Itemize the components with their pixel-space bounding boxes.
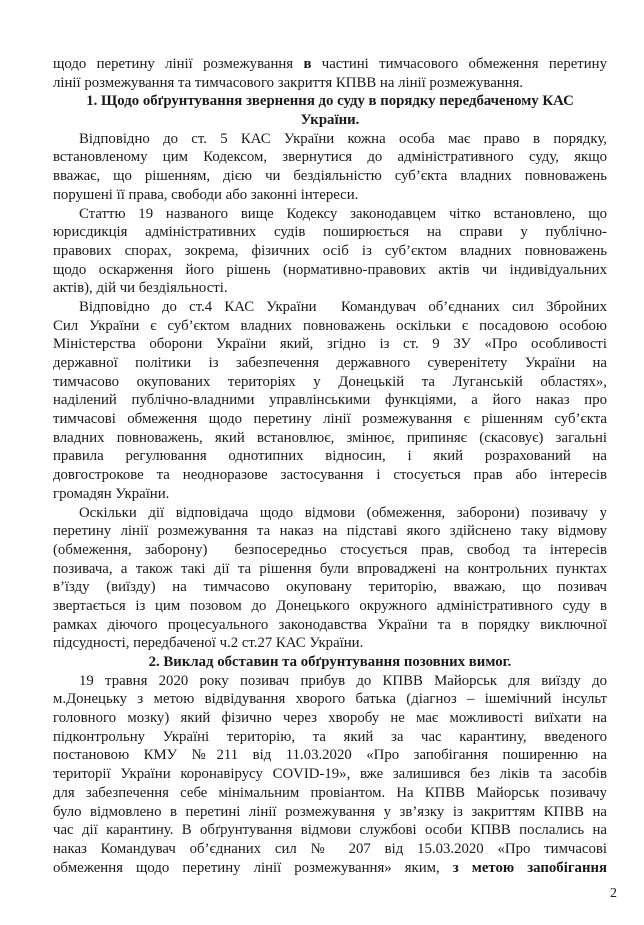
text-line <box>53 597 607 616</box>
text-line <box>53 167 607 186</box>
text-line <box>53 466 607 485</box>
text-line <box>53 821 607 840</box>
text-segment: рамках діючого процесуального законодавства України та в порядку виключної <box>53 616 607 633</box>
text-segment: постановою КМУ №211 від 11.03.2020 «Про запобігання поширенню на <box>53 747 607 764</box>
text-segment: 2. Виклад обставин та обґрунтування позовних вимог. <box>148 654 512 670</box>
text-line <box>53 317 607 336</box>
text-line <box>53 74 607 93</box>
text-line <box>53 578 607 597</box>
text-line <box>53 616 607 635</box>
text-line <box>53 130 607 149</box>
text-line <box>53 223 607 242</box>
text-line <box>53 447 607 466</box>
text-segment: владних повноважень, який встановлює, змінює, припиняє (скасовує) загальні <box>53 429 607 446</box>
heading-line <box>53 92 607 111</box>
text-line <box>53 746 607 765</box>
text-segment: вважає, що рішенням, дією чи бездіяльністю суб’єкта владних повноважень <box>53 168 607 185</box>
text-segment: обмеження щодо перетину лінії розмежування» яким, <box>53 859 453 876</box>
text-line <box>53 410 607 429</box>
bold-text-segment: в <box>303 56 312 72</box>
text-segment: в’їзду (виїзду) на тимчасово окуповану територію, вважаю, що позивач <box>53 579 607 596</box>
text-segment: Сил України є суб’єктом владних повноважень оскільки є посадовою особою <box>53 317 607 334</box>
text-line <box>53 148 607 167</box>
text-segment: щодо оскарження його рішень (нормативно-правових актів чи індивідуальних <box>53 261 607 278</box>
text-segment: Відповідно до ст. 5 КАС України кожна особа має право в порядку, <box>79 130 607 147</box>
text-line <box>53 765 607 784</box>
page-number: 2 <box>610 886 617 901</box>
text-line <box>53 522 607 541</box>
text-segment: лінії розмежування та тимчасового закриття КПВВ на лінії розмежування. <box>53 74 524 91</box>
text-segment: головного мозку) який фізично через хворобу не має можливості виїхати на <box>53 710 607 727</box>
text-segment: звертається із цим позовом до Донецького окружного адміністративного суду в <box>53 597 607 614</box>
text-segment: громадян України. <box>53 485 170 502</box>
text-line <box>53 55 607 74</box>
text-segment: час дії карантину. В обґрунтування відмови службові особи КПВВ послались на <box>53 822 607 839</box>
text-line <box>53 784 607 803</box>
text-segment: підсудності, передбаченої ч.2 ст.27 КАС України. <box>53 635 364 652</box>
text-line <box>53 485 607 504</box>
text-line <box>53 504 607 523</box>
bold-text-segment: з метою запобігання <box>452 859 607 876</box>
text-line <box>53 335 607 354</box>
text-segment: м.Донецьку з метою відвідування хворого батька (діагноз – ішемічний інсульт <box>53 691 607 708</box>
text-line <box>53 205 607 224</box>
text-segment: довгострокове та неодноразове застосування і стосується прав або інтересів <box>53 467 607 484</box>
text-segment: території України коронавірусу COVID-19», вже залишився без ліків та засобів <box>53 766 607 783</box>
text-line <box>53 541 607 560</box>
text-line <box>53 560 607 579</box>
text-line <box>53 261 607 280</box>
text-line <box>53 690 607 709</box>
text-segment: порушені її права, свободи або законні інтереси. <box>53 186 359 203</box>
text-segment: тимчасово окупованих територіях у Донецькій та Луганській областях», <box>53 373 607 390</box>
text-segment: державної політики із забезпечення державного суверенітету України на <box>53 355 607 371</box>
text-line <box>53 709 607 728</box>
text-segment: актів), дій чи бездіяльності. <box>53 280 228 297</box>
text-line <box>53 672 607 691</box>
heading-line <box>53 111 607 130</box>
text-segment: щодо перетину лінії розмежування <box>53 56 304 72</box>
text-segment: Міністерства оборони України який, згідно із ст. 9 ЗУ «Про особливості <box>53 336 607 353</box>
text-segment: наказ Командувач об’єднаних сил № 207 від 15.03.2020 «Про тимчасові <box>53 840 607 857</box>
text-line <box>53 298 607 317</box>
text-segment: 19 травня 2020 року позивач прибув до КПВВ Майорськ для виїзду до <box>79 672 607 689</box>
text-line <box>53 186 607 205</box>
text-line <box>53 634 607 653</box>
text-line <box>53 803 607 822</box>
text-line <box>53 279 607 298</box>
text-segment: було відмовлено в перетині лінії розмежування у зв’язку із закриттям КПВВ на <box>53 803 607 820</box>
text-line <box>53 354 607 373</box>
text-segment: правила регулювання однотипних відносин, і який розрахований на <box>53 448 607 465</box>
text-segment: Статтю 19 названого вище Кодексу законодавцем чітко встановлено, що <box>79 205 607 222</box>
text-line <box>53 391 607 410</box>
document-text-block <box>53 55 607 877</box>
text-segment: перетину лінії розмежування та наказ на підставі якого здійснено таку відмову <box>53 523 607 540</box>
text-segment: юрисдикція адміністративних судів поширюється на справи у публічно- <box>53 224 607 241</box>
text-segment: (обмеження, заборону) безпосередньо стосується прав, свобод та інтересів <box>53 541 607 558</box>
text-line <box>53 242 607 261</box>
text-segment: Оскільки дії відповідача щодо відмови (обмеження, заборони) позивачу у <box>79 504 607 521</box>
text-segment: для забезпечення себе мінімальним провіантом. На КПВВ Майорськ позивачу <box>53 784 607 801</box>
text-segment: 1. Щодо обґрунтування звернення до суду в порядку передбаченому КАС <box>86 93 574 110</box>
text-segment: підконтрольну Україні територію, та який за час карантину, введеного <box>53 728 607 745</box>
text-line <box>53 373 607 392</box>
text-segment: тимчасові обмеження щодо перетину лінії розмежування є рішенням суб’єкта <box>53 411 607 428</box>
text-segment: встановленому цим Кодексом, звернутися до адміністративного суду, якщо <box>53 149 607 166</box>
text-segment: Відповідно до ст.4 КАС України Командувач об’єднаних сил Збройних <box>79 298 607 315</box>
text-line <box>53 840 607 859</box>
text-line <box>53 429 607 448</box>
heading-line <box>53 653 607 672</box>
text-segment: правових спорах, зокрема, фізичних осіб із суб’єктом владних повноважень <box>53 242 607 259</box>
text-segment: частині тимчасового обмеження перетину <box>311 56 607 72</box>
text-segment: позивача, а також такі дії та рішення були впроваджені на контрольних пунктах <box>53 560 607 577</box>
text-line <box>53 728 607 747</box>
text-line <box>53 859 607 878</box>
text-segment: наділений публічно-владними управлінськими функціями, а його наказ про <box>53 392 607 409</box>
text-segment: України. <box>300 112 360 129</box>
